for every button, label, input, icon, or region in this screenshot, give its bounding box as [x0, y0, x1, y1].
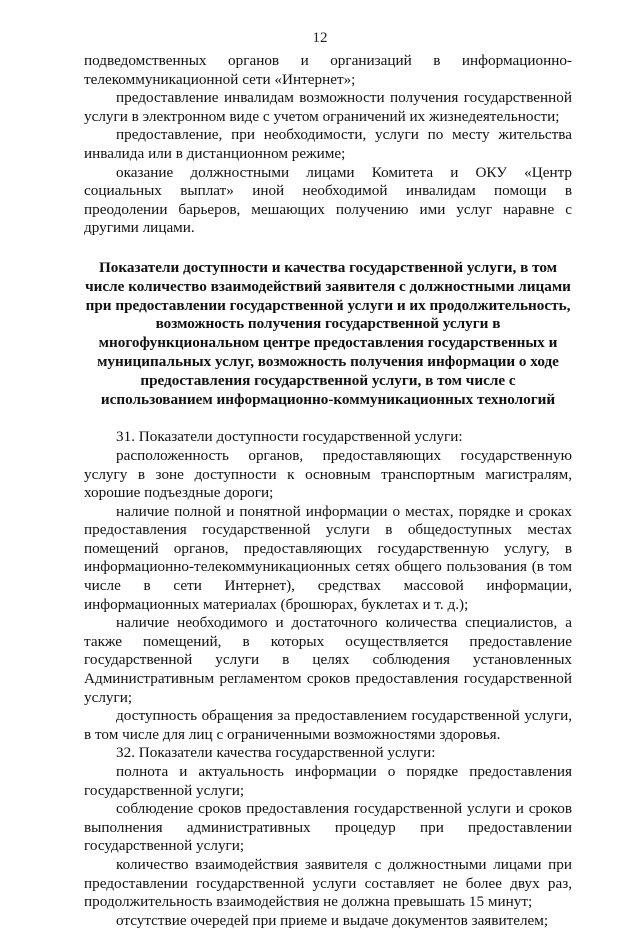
paragraph-32-completeness: полнота и актуальность информации о порядке предоставления государственной услуги;	[84, 763, 572, 799]
paragraph-internet-info: подведомственных органов и организаций в информационно-телекоммуникационной сети «Интернет»;	[84, 52, 572, 88]
document-body	[84, 52, 572, 930]
paragraph-31-location: расположенность органов, предоставляющих государственную услугу в зоне доступности к основным транспортным магистралям, хорошие подъездные дороги;	[84, 446, 572, 502]
section-heading: Показатели доступности и качества государственной услуги, в том числе количество взаимодействий заявителя с должностными лицами при предоставлении государственной услуги и их продолжительность, возможность получения государственной услуги в многофункциональном центре предоставления государственных и муниципальных услуг, возможность получения информации о ходе предоставления государственной услуги, в том числе с использованием информационно-коммуникационных технологий	[85, 258, 571, 408]
paragraph-home-service: предоставление, при необходимости, услуги по месту жительства инвалида или в дистанционном режиме;	[84, 126, 572, 162]
paragraph-32-deadlines: соблюдение сроков предоставления государственной услуги и сроков выполнения административных процедур при предоставлении государственной услуги;	[84, 800, 572, 855]
page-number: 12	[312, 30, 328, 46]
paragraph-electronic-service: предоставление инвалидам возможности получения государственной услуги в электронном виде с учетом ограничений их жизнедеятельности;	[84, 89, 572, 125]
paragraph-31-information: наличие полной и понятной информации о местах, порядке и сроках предоставления государственной услуги в общедоступных местах помещений органов, предоставляющих государственную услугу, в информационно-телекоммуникационных сетях общего пользования (в том числе в сети Интернет), средствах массовой информации, информационных материалах (брошюрах, буклетах и т. д.);	[84, 502, 572, 613]
paragraph-32-queues: отсутствие очередей при приеме и выдаче документов заявителем;	[116, 911, 549, 929]
paragraph-assistance: оказание должностными лицами Комитета и ОКУ «Центр социальных выплат» иной необходимой инвалидам помощи в преодолении барьеров, мешающих получению ими услуг наравне с другими лицами.	[84, 163, 572, 237]
paragraph-32-interactions: количество взаимодействия заявителя с должностными лицами при предоставлении государственной услуги составляет не более двух раз, продолжительность взаимодействия не должна превышать 15 минут;	[84, 855, 572, 911]
paragraph-31-title: 31. Показатели доступности государственной услуги:	[116, 428, 463, 446]
paragraph-32-title: 32. Показатели качества государственной услуги:	[116, 744, 436, 762]
paragraph-31-accessibility: доступность обращения за предоставлением государственной услуги, в том числе для лиц с ограниченными возможностями здоровья.	[84, 707, 572, 743]
paragraph-31-specialists: наличие необходимого и достаточного количества специалистов, а также помещений, в которых осуществляется предоставление государственной услуги в целях соблюдения установленных Административным регламентом сроков предоставления государственной услуги;	[84, 614, 572, 706]
